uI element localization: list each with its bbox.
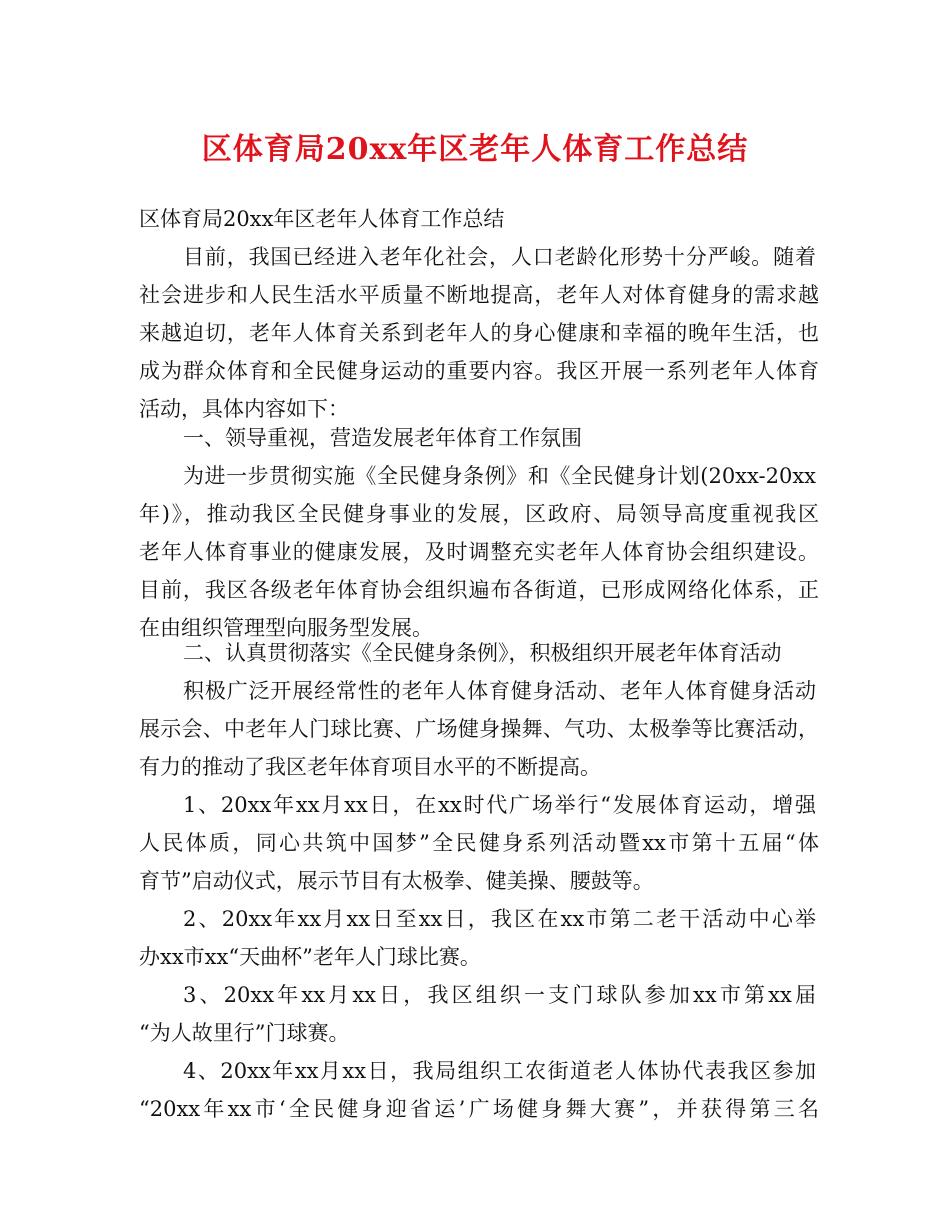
text-line: 来越迫切，老年人体育关系到老年人的身心健康和幸福的晚年生活，也: [139, 321, 819, 345]
section-heading: 二、认真贯彻落实《全民健身条例》，积极组织开展老年体育活动: [183, 641, 782, 665]
text-line: 育节”启动仪式，展示节目有太极拳、健美操、腰鼓等。: [139, 869, 654, 893]
text-line: 有力的推动了我区老年体育项目水平的不断提高。: [139, 755, 601, 779]
text-line: 活动，具体内容如下：: [139, 397, 349, 421]
text-line: 在由组织管理型向服务型发展。: [139, 616, 433, 640]
text-line: 目前，我区各级老年体育协会组织遍布各街道，已形成网络化体系，正: [139, 578, 819, 602]
text-line: 年)》，推动我区全民健身事业的发展，区政府、局领导高度重视我区: [139, 502, 819, 526]
text-line: 4、20xx年xx月xx日，我局组织工农街道老人体协代表我区参加: [183, 1059, 816, 1083]
document-title: 区体育局20xx年区老年人体育工作总结: [201, 132, 749, 167]
text-line: 1、20xx年xx月xx日，在xx时代广场举行“发展体育运动，增强: [183, 793, 816, 817]
text-line: 社会进步和人民生活水平质量不断地提高，老年人对体育健身的需求越: [139, 283, 819, 307]
text-line: 办xx市xx“天曲杯”老年人门球比赛。: [139, 945, 481, 969]
text-line: 积极广泛开展经常性的老年人体育健身活动、老年人体育健身活动: [183, 679, 816, 703]
text-line: 人民体质，同心共筑中国梦”全民健身系列活动暨xx市第十五届“体: [139, 831, 819, 855]
text-line: 老年人体育事业的健康发展，及时调整充实老年人体育协会组织建设。: [139, 540, 819, 564]
text-line: “20xx年xx市‘全民健身迎省运’广场健身舞大赛”，并获得第三名: [139, 1097, 819, 1121]
text-line: 展示会、中老年人门球比赛、广场健身操舞、气功、太极拳等比赛活动，: [139, 717, 819, 741]
text-line: “为人故里行”门球赛。: [139, 1021, 350, 1045]
section-heading: 一、领导重视，营造发展老年体育工作氛围: [183, 426, 582, 450]
text-line: 2、20xx年xx月xx日至xx日，我区在xx市第二老干活动中心举: [183, 907, 816, 931]
text-line: 区体育局20xx年区老年人体育工作总结: [139, 207, 505, 231]
text-line: 成为群众体育和全民健身运动的重要内容。我区开展一系列老年人体育: [139, 359, 819, 383]
text-line: 目前，我国已经进入老年化社会，人口老龄化形势十分严峻。随着: [183, 245, 816, 269]
text-line: 为进一步贯彻实施《全民健身条例》和《全民健身计划(20xx-20xx: [183, 464, 816, 488]
text-line: 3、20xx年xx月xx日，我区组织一支门球队参加xx市第xx届: [183, 983, 816, 1007]
